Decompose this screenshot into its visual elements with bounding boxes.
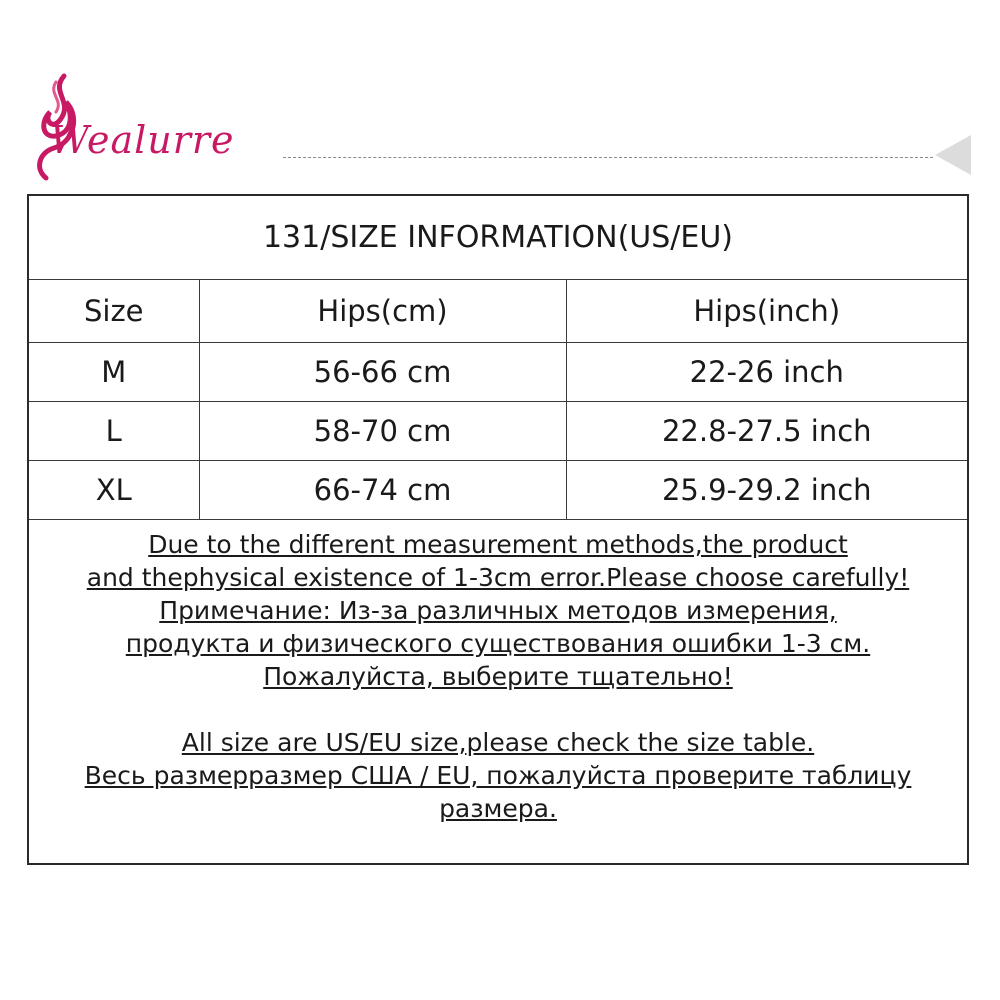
header-hips-cm: Hips(cm) xyxy=(199,280,566,343)
cell-hips-cm: 66-74 cm xyxy=(199,461,566,520)
cell-hips-cm: 56-66 cm xyxy=(199,343,566,402)
cell-hips-cm: 58-70 cm xyxy=(199,402,566,461)
cell-size: L xyxy=(29,402,199,461)
cell-hips-inch: 22-26 inch xyxy=(566,343,967,402)
table-row xyxy=(29,343,967,402)
table-row xyxy=(29,461,967,520)
cell-hips-inch: 22.8-27.5 inch xyxy=(566,402,967,461)
header-size: Size xyxy=(29,280,199,343)
dashed-divider xyxy=(283,157,933,158)
note-ru-4: Весь размерразмер США / EU, пожалуйста проверите таблицу xyxy=(84,761,912,790)
table-header-row xyxy=(29,280,967,343)
note-ru-3: Пожалуйста, выберите тщательно! xyxy=(263,662,733,691)
note-en-3: All size are US/EU size,please check the size table. xyxy=(181,728,815,757)
cell-size: M xyxy=(29,343,199,402)
size-notes xyxy=(29,528,967,825)
table-row xyxy=(29,402,967,461)
brand-name: Wealurre xyxy=(50,118,235,162)
note-en-2: and thephysical existence of 1-3cm error.Please choose carefully! xyxy=(86,563,910,592)
note-en-1: Due to the different measurement methods,the product xyxy=(148,530,848,559)
cell-hips-inch: 25.9-29.2 inch xyxy=(566,461,967,520)
size-table xyxy=(29,280,967,520)
size-info-title: 131/SIZE INFORMATION(US/EU) xyxy=(29,196,967,280)
triangle-pointer-icon xyxy=(935,133,975,177)
note-ru-5: размера. xyxy=(439,794,557,823)
cell-size: XL xyxy=(29,461,199,520)
size-info-panel xyxy=(27,194,969,865)
note-ru-2: продукта и физического существования ошибки 1-3 см. xyxy=(125,629,871,658)
header-hips-inch: Hips(inch) xyxy=(566,280,967,343)
note-ru-1: Примечание: Из-за различных методов измерения, xyxy=(159,596,837,625)
